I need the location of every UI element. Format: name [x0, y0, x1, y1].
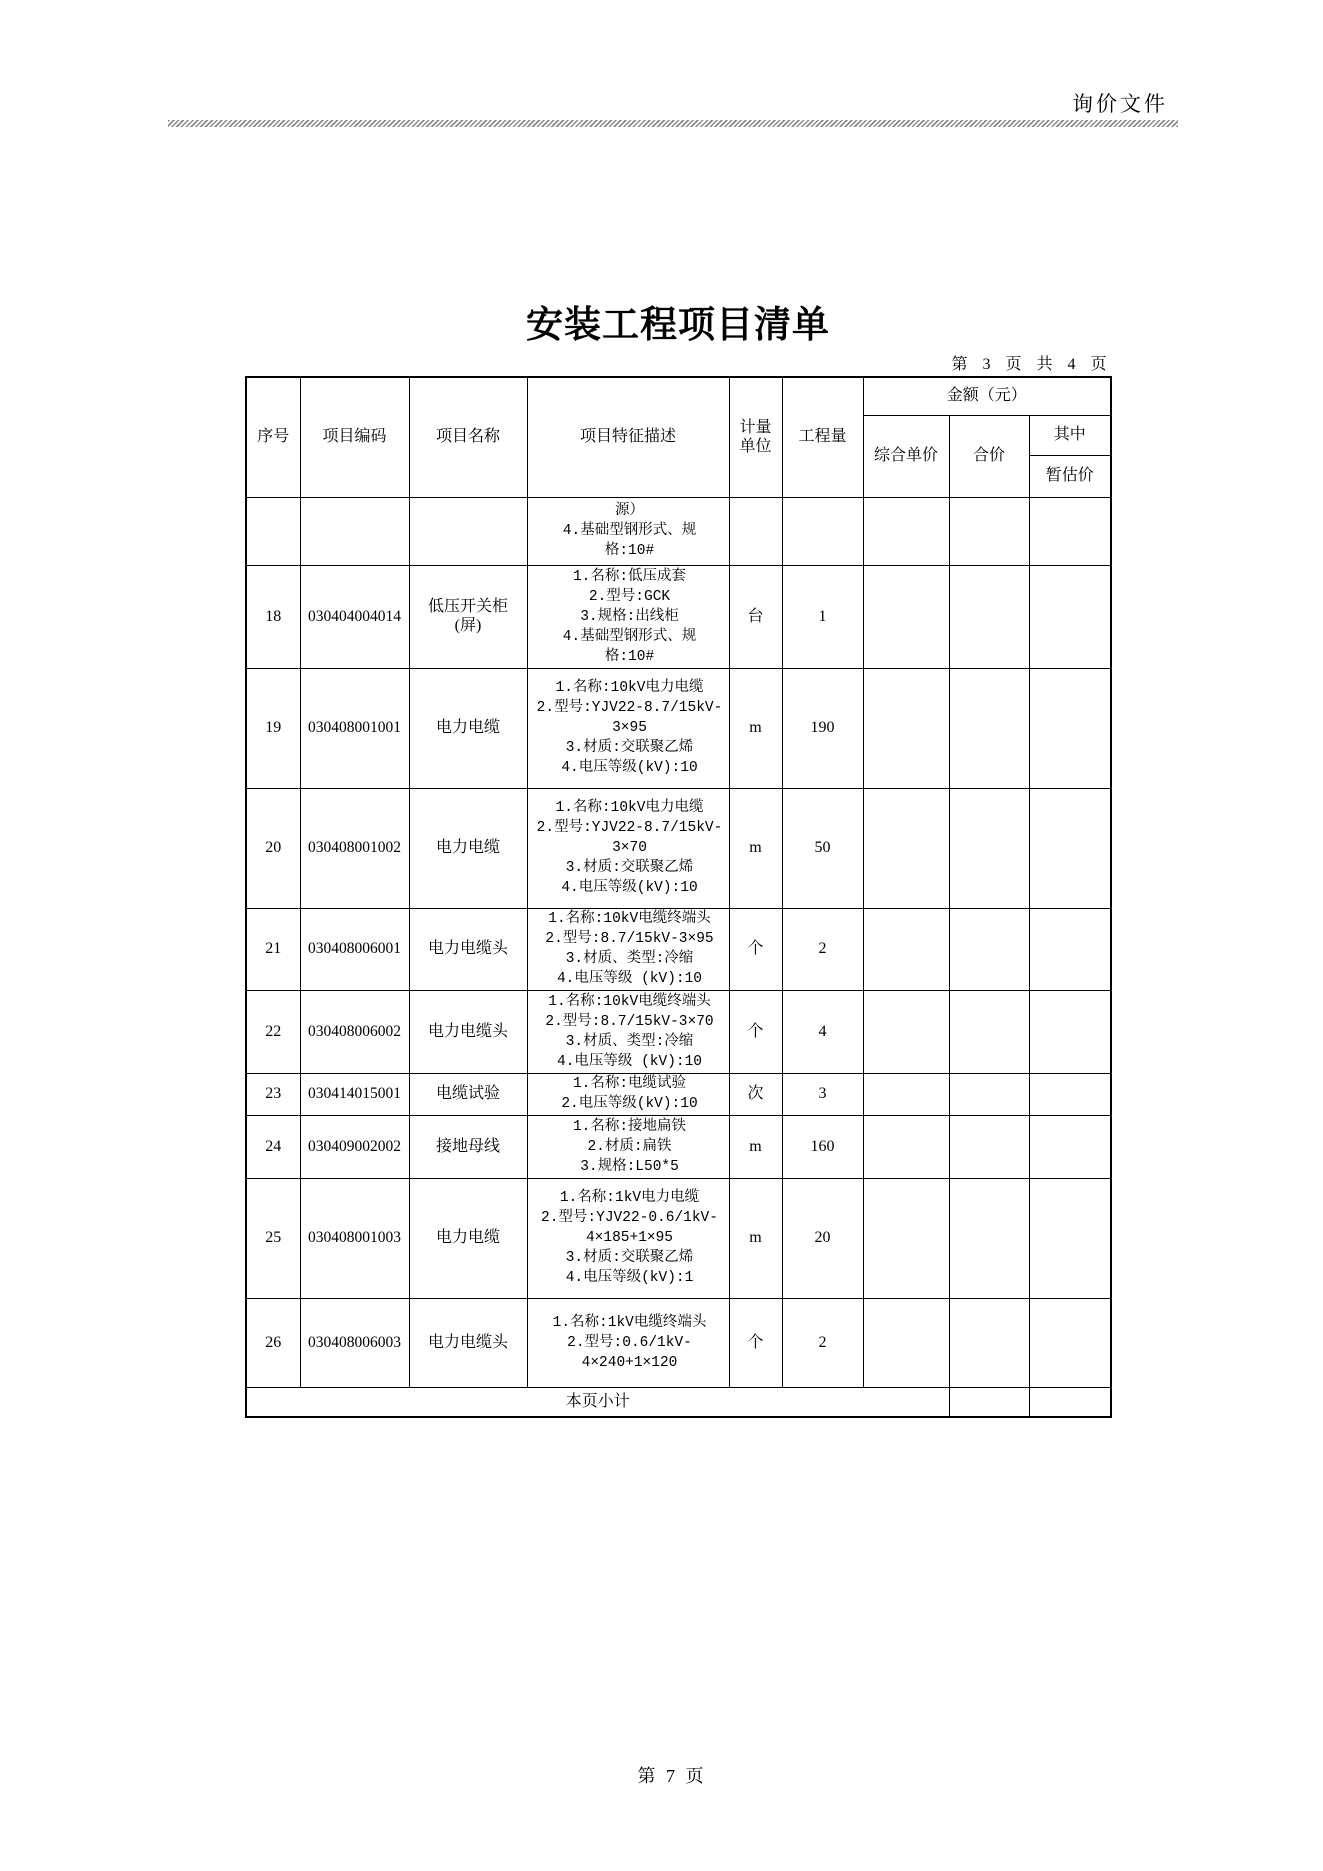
unit-cell: [729, 1073, 782, 1115]
quantity-cell-text: 1: [818, 607, 827, 625]
description-line: 4.电压等级 (kV):10: [556, 971, 702, 987]
quantity-cell-text: 4: [818, 1022, 827, 1040]
name-cell: [409, 1178, 527, 1298]
provisional-cell: [1029, 788, 1111, 908]
name-cell: [409, 1298, 527, 1387]
quantity-cell-text: 2: [818, 940, 827, 957]
header-code: 项目编码: [300, 377, 409, 497]
total-cell: [949, 668, 1029, 788]
unit-cell-text: 个: [747, 1022, 764, 1040]
provisional-cell: [1029, 1115, 1111, 1178]
subtotal-label-cell-text: 本页小计: [565, 1392, 630, 1410]
description-line: 3×95: [612, 720, 647, 736]
description-line: 4.电压等级(kV):1: [565, 1270, 694, 1286]
page-count-info: 第 3 页 共 4 页: [951, 356, 1112, 373]
header-amount: 金额（元）: [863, 377, 1111, 415]
seq-cell: [246, 990, 300, 1073]
header-total: 合价: [949, 415, 1029, 497]
description-line: 4.电压等级(kV):10: [561, 880, 698, 896]
description-cell: [527, 668, 729, 788]
unit-cell: [729, 788, 782, 908]
provisional-cell: [1029, 668, 1111, 788]
description-text: [528, 669, 729, 788]
description-cell: [527, 497, 729, 565]
total-cell: [949, 1073, 1029, 1115]
code-cell: [300, 1178, 409, 1298]
code-cell-text: 030408001002: [308, 839, 401, 856]
description-cell: [527, 565, 729, 668]
quantity-cell: [782, 1115, 863, 1178]
description-line: 4.电压等级 (kV):10: [556, 1053, 702, 1070]
seq-cell-text: 26: [265, 1333, 282, 1351]
description-text: [528, 1074, 729, 1115]
name-cell: [409, 1073, 527, 1115]
description-text: [528, 498, 729, 565]
seq-cell-text: 22: [265, 1022, 282, 1040]
code-cell: [300, 908, 409, 990]
description-line: 1.名称:10kV电缆终端头: [548, 911, 711, 927]
provisional-cell: [1029, 1073, 1111, 1115]
table-row: [246, 1115, 1111, 1178]
description-text: [528, 789, 729, 908]
total-cell: [949, 1115, 1029, 1178]
description-line: 1.名称:1kV电力电缆: [559, 1190, 700, 1206]
description-line: 3.材质:交联聚乙烯: [565, 740, 694, 756]
quantity-cell-text: 20: [814, 1229, 831, 1246]
unit-cell-text: m: [749, 719, 762, 736]
seq-cell-text: 25: [265, 1229, 282, 1246]
description-text: [528, 566, 729, 668]
unit-cell: [729, 1115, 782, 1178]
name-cell-text: 低压开关柜(屏): [427, 598, 508, 634]
unit-cell: [729, 990, 782, 1073]
unit-price-cell: [863, 788, 949, 908]
table-row: [246, 668, 1111, 788]
description-line: 源）: [615, 503, 644, 519]
unit-price-cell: [863, 1073, 949, 1115]
quantity-cell: [782, 1073, 863, 1115]
quantity-cell: [782, 565, 863, 668]
quantity-cell: [782, 1178, 863, 1298]
description-line: 1.名称:10kV电力电缆: [555, 680, 704, 696]
header-name: 项目名称: [409, 377, 527, 497]
unit-cell-text: m: [749, 1137, 762, 1155]
subtotal-total-cell: [949, 1387, 1029, 1417]
description-line: 2.型号:YJV22-0.6/1kV-: [541, 1210, 718, 1226]
code-cell-text: 030409002002: [308, 1137, 401, 1155]
provisional-cell: [1029, 1298, 1111, 1387]
subtotal-provisional-cell: [1029, 1387, 1111, 1417]
description-line: 4×185+1×95: [585, 1230, 673, 1246]
unit-price-cell: [863, 990, 949, 1073]
description-line: 4×240+1×120: [581, 1354, 678, 1371]
description-line: 格:10#: [604, 543, 655, 559]
total-cell: [949, 1298, 1029, 1387]
unit-price-cell: [863, 1115, 949, 1178]
description-line: 1.名称:接地扁铁: [572, 1118, 687, 1135]
unit-cell-text: 个: [747, 940, 764, 957]
description-cell: [527, 908, 729, 990]
subtotal-row: [246, 1387, 1111, 1417]
unit-cell-text: 台: [747, 607, 764, 625]
seq-cell: [246, 497, 300, 565]
table-row: [246, 990, 1111, 1073]
page-title: 安装工程项目清单: [526, 305, 830, 346]
description-line: 3.材质、类型:冷缩: [565, 1033, 694, 1050]
code-cell-text: 030408001003: [308, 1229, 401, 1246]
header-seq: 序号: [246, 377, 300, 497]
description-line: 2.型号:0.6/1kV-: [567, 1334, 692, 1351]
quantity-cell: [782, 990, 863, 1073]
seq-cell-text: 19: [265, 719, 282, 736]
quantity-cell-text: 2: [818, 1333, 827, 1351]
code-cell: [300, 497, 409, 565]
quantity-cell: [782, 1298, 863, 1387]
description-line: 1.名称:低压成套: [572, 568, 687, 585]
table-header: [246, 377, 1111, 497]
seq-cell-text: 20: [265, 839, 282, 856]
description-cell: [527, 1298, 729, 1387]
description-line: 格:10#: [604, 648, 655, 665]
code-cell: [300, 668, 409, 788]
name-cell-text: 电力电缆头: [427, 940, 508, 957]
header-row-1: [246, 377, 1111, 415]
seq-cell-text: 18: [265, 607, 282, 625]
description-text: [528, 1116, 729, 1178]
header-of-which: 其中: [1029, 415, 1111, 455]
quantity-cell-text: 50: [814, 839, 831, 856]
provisional-cell: [1029, 565, 1111, 668]
code-cell-text: 030408006002: [308, 1022, 401, 1040]
code-cell: [300, 1073, 409, 1115]
seq-cell-text: 21: [265, 940, 282, 957]
description-text: [528, 991, 729, 1073]
quantity-cell-text: 3: [818, 1085, 827, 1102]
name-cell: [409, 668, 527, 788]
description-cell: [527, 1178, 729, 1298]
table-row: [246, 1298, 1111, 1387]
code-cell: [300, 1115, 409, 1178]
table-body: [246, 497, 1111, 1417]
description-line: 2.型号:YJV22-8.7/15kV-: [536, 700, 723, 716]
quantity-cell: [782, 908, 863, 990]
description-text: [528, 909, 729, 990]
description-line: 2.型号:YJV22-8.7/15kV-: [536, 820, 723, 836]
total-cell: [949, 990, 1029, 1073]
code-cell-text: 030404004014: [308, 607, 401, 625]
name-cell: [409, 908, 527, 990]
quantity-cell: [782, 668, 863, 788]
description-line: 2.型号:8.7/15kV-3×70: [545, 1013, 714, 1030]
description-line: 2.材质:扁铁: [587, 1138, 672, 1155]
header-unit-price: 综合单价: [863, 415, 949, 497]
seq-cell: [246, 668, 300, 788]
unit-price-cell: [863, 908, 949, 990]
description-cell: [527, 788, 729, 908]
header-description: 项目特征描述: [527, 377, 729, 497]
description-cell: [527, 990, 729, 1073]
description-line: 3.材质:交联聚乙烯: [565, 860, 694, 876]
provisional-cell: [1029, 1178, 1111, 1298]
description-line: 1.名称:电缆试验: [572, 1076, 687, 1092]
table-row: [246, 497, 1111, 565]
description-line: 1.名称:1kV电缆终端头: [552, 1314, 707, 1331]
header-provisional: 暂估价: [1029, 455, 1111, 497]
code-cell: [300, 788, 409, 908]
name-cell: [409, 1115, 527, 1178]
description-line: 4.基础型钢形式、规: [562, 523, 697, 539]
name-cell: [409, 990, 527, 1073]
code-cell-text: 030414015001: [308, 1085, 401, 1102]
seq-cell: [246, 788, 300, 908]
total-cell: [949, 788, 1029, 908]
bill-of-quantities-table: [245, 376, 1112, 1418]
total-cell: [949, 908, 1029, 990]
description-line: 2.型号:8.7/15kV-3×95: [545, 931, 714, 947]
unit-price-cell: [863, 565, 949, 668]
name-cell-text: 电力电缆: [435, 1229, 500, 1246]
name-cell: [409, 565, 527, 668]
description-line: 3.材质:交联聚乙烯: [565, 1250, 694, 1266]
description-line: 1.名称:10kV电缆终端头: [548, 993, 711, 1010]
quantity-cell-text: 160: [810, 1137, 835, 1155]
description-line: 2.型号:GCK: [588, 588, 671, 605]
provisional-cell: [1029, 497, 1111, 565]
unit-cell-text: m: [749, 1229, 762, 1246]
subtotal-label-cell: [246, 1387, 949, 1417]
total-cell: [949, 1178, 1029, 1298]
table-row: [246, 1178, 1111, 1298]
seq-cell-text: 24: [265, 1137, 282, 1155]
unit-price-cell: [863, 497, 949, 565]
quantity-cell: [782, 497, 863, 565]
description-line: 4.基础型钢形式、规: [562, 628, 697, 645]
name-cell: [409, 497, 527, 565]
unit-cell-text: 个: [747, 1333, 764, 1351]
description-line: 4.电压等级(kV):10: [561, 760, 698, 776]
description-line: 3.规格:出线柜: [580, 608, 679, 625]
code-cell: [300, 565, 409, 668]
description-line: 3.材质、类型:冷缩: [565, 951, 694, 967]
header-unit: [729, 377, 782, 497]
header-unit-label: 计量单位: [739, 418, 772, 455]
provisional-cell: [1029, 908, 1111, 990]
code-cell-text: 030408006003: [308, 1333, 401, 1351]
header-hatched-rule: [168, 120, 1178, 127]
unit-cell: [729, 908, 782, 990]
table-row: [246, 565, 1111, 668]
seq-cell-text: 23: [265, 1085, 282, 1102]
quantity-cell: [782, 788, 863, 908]
unit-price-cell: [863, 1178, 949, 1298]
page-number: 第 7 页: [637, 1766, 707, 1786]
provisional-cell: [1029, 990, 1111, 1073]
seq-cell: [246, 1073, 300, 1115]
header-quantity: 工程量: [782, 377, 863, 497]
name-cell: [409, 788, 527, 908]
code-cell-text: 030408006001: [308, 940, 401, 957]
unit-cell: [729, 668, 782, 788]
seq-cell: [246, 565, 300, 668]
name-cell-text: 接地母线: [435, 1137, 500, 1155]
seq-cell: [246, 1178, 300, 1298]
name-cell-text: 电力电缆头: [427, 1022, 508, 1040]
seq-cell: [246, 1115, 300, 1178]
unit-price-cell: [863, 668, 949, 788]
total-cell: [949, 565, 1029, 668]
unit-cell: [729, 1178, 782, 1298]
unit-price-cell: [863, 1298, 949, 1387]
quantity-cell-text: 190: [810, 719, 835, 736]
code-cell: [300, 1298, 409, 1387]
description-cell: [527, 1073, 729, 1115]
name-cell-text: 电力电缆: [435, 719, 500, 736]
description-line: 3.规格:L50*5: [580, 1158, 679, 1175]
table-row: [246, 1073, 1111, 1115]
description-line: 2.电压等级(kV):10: [561, 1096, 698, 1112]
code-cell-text: 030408001001: [308, 719, 401, 736]
description-line: 3×70: [612, 840, 647, 856]
table-row: [246, 908, 1111, 990]
document-type-label: 询价文件: [1072, 92, 1168, 116]
unit-cell: [729, 1298, 782, 1387]
total-cell: [949, 497, 1029, 565]
seq-cell: [246, 908, 300, 990]
description-text: [528, 1179, 729, 1298]
seq-cell: [246, 1298, 300, 1387]
table-row: [246, 788, 1111, 908]
description-cell: [527, 1115, 729, 1178]
code-cell: [300, 990, 409, 1073]
name-cell-text: 电缆试验: [435, 1085, 500, 1102]
unit-cell-text: m: [749, 839, 762, 856]
unit-cell: [729, 565, 782, 668]
description-text: [528, 1299, 729, 1387]
name-cell-text: 电力电缆: [435, 839, 500, 856]
unit-cell: [729, 497, 782, 565]
description-line: 1.名称:10kV电力电缆: [555, 800, 704, 816]
name-cell-text: 电力电缆头: [427, 1333, 508, 1351]
unit-cell-text: 次: [747, 1085, 764, 1102]
